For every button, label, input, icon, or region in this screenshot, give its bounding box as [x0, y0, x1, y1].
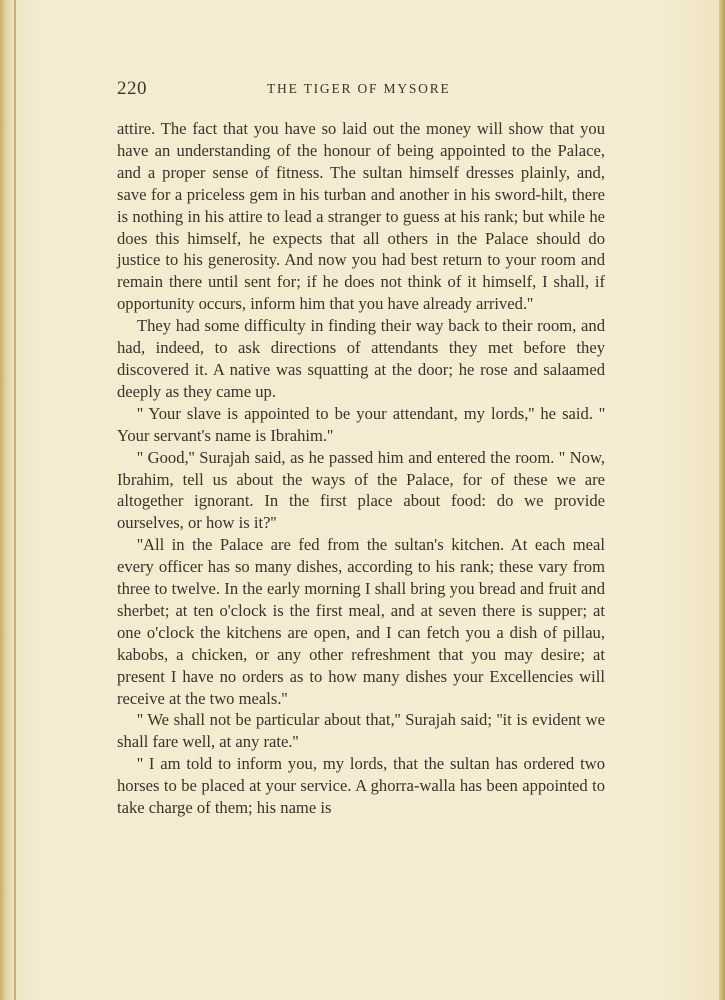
paragraph: ''All in the Palace are fed from the sultan's kitchen. At each meal every officer has so many dishes, according to his rank; these vary from three to twelve. In the early morning I shall bring you bread and fruit and sherbet; at ten o'clock is the first meal, and at seven there is supper; at one o'clock the kitchens are open, and I can fetch you a dish of pillau, kabobs, a chicken, or any other refreshment that you may desire; at present I have no orders as to how many dishes your Excellencies will receive at the two meals.''	[117, 535, 605, 708]
paragraph: '' I am told to inform you, my lords, that the sultan has ordered two horses to be placed at your service. A ghorra-walla has been appointed to take charge of them; his name is	[117, 754, 605, 818]
running-title: THE TIGER OF MYSORE	[267, 81, 451, 96]
paragraph: attire. The fact that you have so laid out the money will show that you have an understanding of the honour of being appointed to the Palace, and a proper sense of fitness. The sultan himself dresses plainly, and, save for a priceless gem in his turban and another in his sword-hilt, there is nothing in his attire to lead a stranger to guess at his rank; but while he does this himself, he expects that all others in the Palace should do justice to his generosity. And now you had best return to your room and remain there until sent for; if he does not think of it himself, I shall, if opportunity occurs, inform him that you have already arrived.''	[117, 119, 605, 314]
body-text	[117, 118, 605, 819]
paragraph: '' Your slave is appointed to be your attendant, my lords,'' he said. '' Your servant's name is Ibrahim.''	[117, 403, 605, 445]
paragraph: '' We shall not be particular about that,'' Surajah said; ''it is evident we shall fare well, at any rate.''	[117, 710, 605, 752]
page-header	[117, 78, 607, 102]
page-spine-shadow	[14, 0, 16, 1000]
page-edge	[719, 0, 725, 1000]
paragraph: '' Good,'' Surajah said, as he passed him and entered the room. '' Now, Ibrahim, tell us about the ways of the Palace, for of these we are altogether ignorant. In the first place about food: do we provide ourselves, or how is it?''	[117, 447, 605, 533]
paragraph: They had some difficulty in finding their way back to their room, and had, indeed, to ask directions of attendants they met before they discovered it. A native was squatting at the door; he rose and salaamed deeply as they came up.	[117, 316, 605, 401]
page-number: 220	[117, 78, 147, 99]
